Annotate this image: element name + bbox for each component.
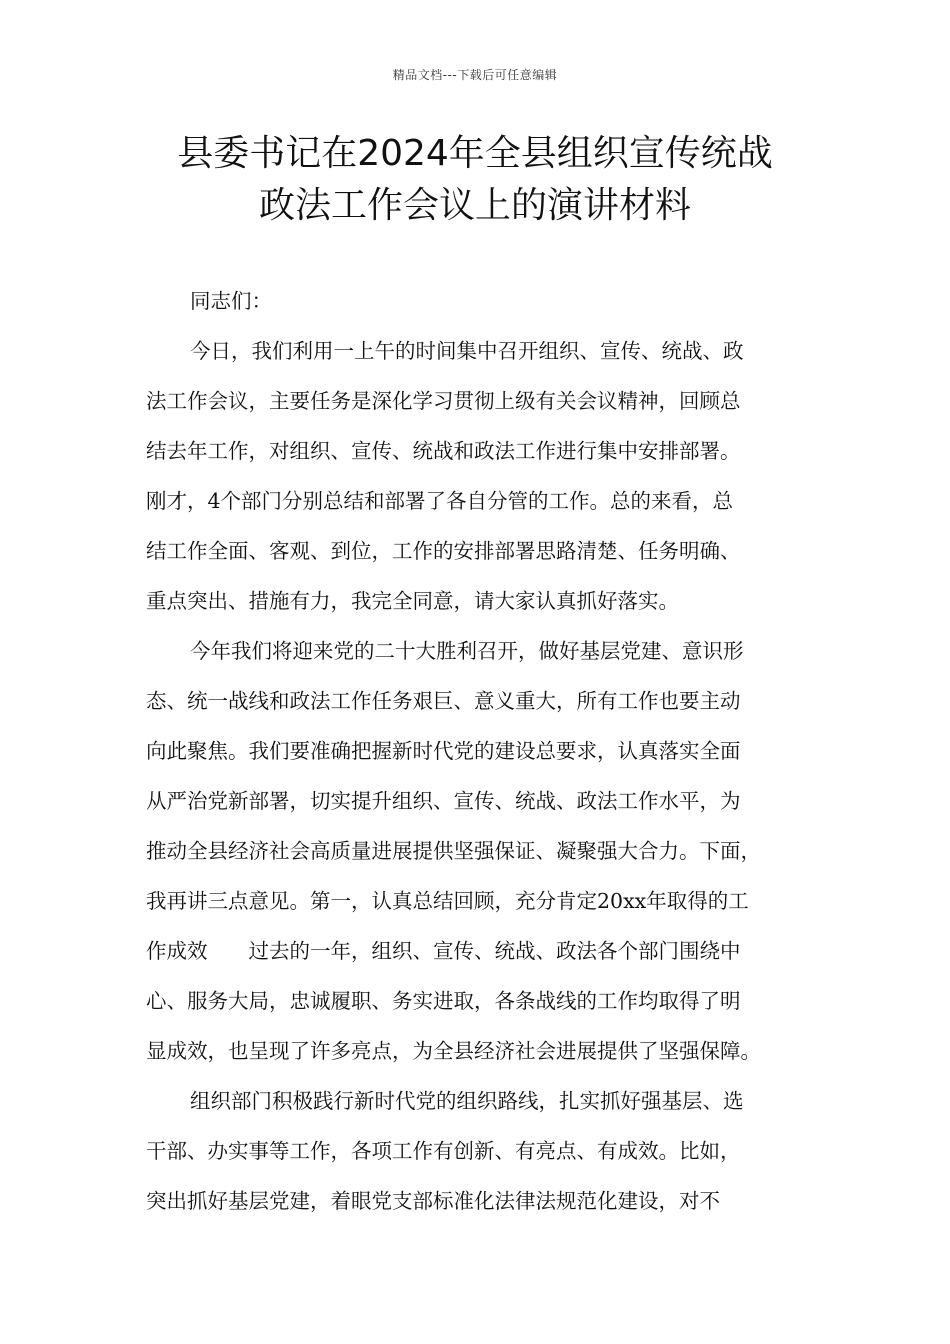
paragraph-line: 结工作全面、客观、到位，工作的安排部署思路清楚、任务明确、 [146, 539, 741, 563]
paragraph-line: 向此聚焦。我们要准确把握新时代党的建设总要求，认真落实全面 [146, 739, 741, 763]
paragraph-line: 组织部门积极践行新时代党的组织路线，扎实抓好强基层、选 [190, 1089, 744, 1113]
paragraph-line: 从严治党新部署，切实提升组织、宣传、统战、政法工作水平，为 [146, 789, 741, 813]
paragraph-line: 心、服务大局，忠诚履职、务实进取，各条战线的工作均取得了明 [146, 989, 741, 1013]
paragraph-line: 今日，我们利用一上午的时间集中召开组织、宣传、统战、政 [190, 339, 744, 363]
paragraph-line: 显成效，也呈现了许多亮点，为全县经济社会进展提供了坚强保障。 [146, 1039, 761, 1063]
paragraph-line: 刚才，4个部门分别总结和部署了各自分管的工作。总的来看，总 [146, 489, 734, 513]
paragraph-line: 作成效 过去的一年，组织、宣传、统战、政法各个部门围绕中 [146, 939, 741, 963]
paragraph-line: 推动全县经济社会高质量进展提供坚强保证、凝聚强大合力。下面， [146, 839, 761, 863]
header-note: 精品文档---下载后可任意编辑 [392, 68, 558, 82]
paragraph-line: 重点突出、措施有力，我完全同意，请大家认真抓好落实。 [146, 589, 679, 613]
title-line-1: 县委书记在2024年全县组织宣传统战 [177, 133, 773, 174]
paragraph-line: 结去年工作，对组织、宣传、统战和政法工作进行集中安排部署。 [146, 439, 741, 463]
paragraph-line: 法工作会议，主要任务是深化学习贯彻上级有关会议精神，回顾总 [146, 389, 741, 413]
body-text [146, 276, 806, 1226]
paragraph-line: 干部、办实事等工作，各项工作有创新、有亮点、有成效。比如， [146, 1139, 741, 1163]
page-title [100, 128, 850, 232]
paragraph-line: 今年我们将迎来党的二十大胜利召开，做好基层党建、意识形 [190, 639, 744, 663]
title-line-2: 政法工作会议上的演讲材料 [258, 185, 691, 226]
paragraph-line: 突出抓好基层党建，着眼党支部标准化法律法规范化建设，对不 [146, 1189, 720, 1213]
paragraph-line: 态、统一战线和政法工作任务艰巨、意义重大，所有工作也要主动 [146, 689, 741, 713]
salutation: 同志们： [190, 289, 272, 313]
paragraph-line: 我再讲三点意见。第一，认真总结回顾，充分肯定20xx年取得的工 [146, 889, 749, 913]
